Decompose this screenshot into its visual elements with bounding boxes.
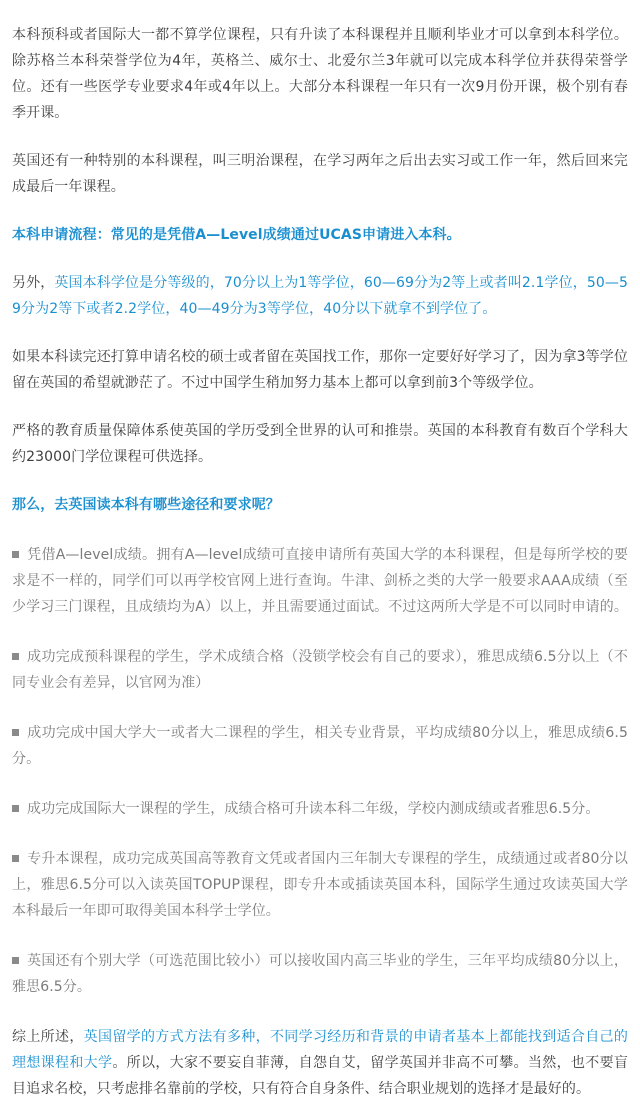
paragraph-prefix: 另外， — [12, 275, 55, 291]
heading-routes-requirements: 那么，去英国读本科有哪些途径和要求呢？ — [12, 497, 280, 513]
square-bullet-icon — [12, 855, 19, 862]
paragraph-degree-intro: 本科预科或者国际大一都不算学位课程，只有升读了本科课程并且顺利毕业才可以拿到本科学位。除苏格兰本科荣誉学位为4年，英格兰、威尔士、北爱尔兰3年就可以完成本科学位并获得荣誉学位。还有一些医学专业要求4年或4年以上。大部分本科课程一年只有一次9月份开课，极个别有春季开课。 — [12, 27, 628, 121]
degree-classes-highlight: 英国本科学位是分等级的，70分以上为1等学位，60—69分为2等上或者叫2.1学位，50—59分为2等下或者2.2学位，40—49分为3等学位，40分以下就拿不到学位了。 — [12, 275, 628, 317]
bullet-text: 专升本课程，成功完成英国高等教育文凭或者国内三年制大专课程的学生，成绩通过或者80分以上，雅思6.5分可以入读英国TOPUP课程，即专升本或插读英国本科，国际学生通过攻读英国大学本科最后一年即可取得美国本科学士学位。 — [12, 851, 628, 919]
square-bullet-icon — [12, 729, 19, 736]
paragraph-study-advice: 如果本科读完还打算申请名校的硕士或者留在英国找工作，那你一定要好好学习了，因为拿3等学位留在英国的希望就渺茫了。不过中国学生稍加努力基本上都可以拿到前3个等级学位。 — [12, 349, 628, 391]
paragraph-prefix: 综上所述， — [12, 1029, 84, 1045]
list-item — [12, 948, 628, 1000]
square-bullet-icon — [12, 805, 19, 812]
list-item — [12, 846, 628, 924]
bullet-text: 成功完成预科课程的学生，学术成绩合格（没锁学校会有自己的要求），雅思成绩6.5分以上（不同专业会有差异，以官网为准） — [12, 649, 628, 691]
paragraph-sandwich-course: 英国还有一种特别的本科课程，叫三明治课程，在学习两年之后出去实习或工作一年，然后回来完成最后一年课程。 — [12, 153, 628, 195]
list-item — [12, 720, 628, 772]
conclusion-suffix: 。所以，大家不要妄自菲薄，自怨自艾，留学英国并非高不可攀。当然，也不要盲目追求名校，只考虑排名靠前的学校，只有符合自身条件、结合职业规划的选择才是最好的。 — [12, 1055, 628, 1097]
square-bullet-icon — [12, 551, 19, 558]
square-bullet-icon — [12, 653, 19, 660]
paragraph-conclusion — [12, 1024, 628, 1102]
bullet-text: 成功完成中国大学大一或者大二课程的学生，相关专业背景，平均成绩80分以上，雅思成绩6.5分。 — [12, 725, 628, 767]
paragraph-quality-assurance: 严格的教育质量保障体系使英国的学历受到全世界的认可和推崇。英国的本科教育有数百个学科大约23000门学位课程可供选择。 — [12, 423, 628, 465]
bullet-text: 英国还有个别大学（可选范围比较小）可以接收国内高三毕业的学生，三年平均成绩80分以上，雅思6.5分。 — [12, 953, 628, 995]
list-item — [12, 644, 628, 696]
heading-application-process: 本科申请流程：常见的是凭借A—Level成绩通过UCAS申请进入本科。 — [12, 227, 461, 243]
list-item — [12, 796, 628, 822]
conclusion-highlight: 英国留学的方式方法有多种，不同学习经历和背景的申请者基本上都能找到适合自己的理想课程和大学 — [12, 1029, 628, 1071]
bullet-text: 成功完成国际大一课程的学生，成绩合格可升读本科二年级，学校内测成绩或者雅思6.5分。 — [27, 801, 600, 817]
square-bullet-icon — [12, 957, 19, 964]
bullet-text: 凭借A—level成绩。拥有A—level成绩可直接申请所有英国大学的本科课程，但是每所学校的要求是不一样的，同学们可以再学校官网上进行查询。牛津、剑桥之类的大学一般要求AAA成绩（至少学习三门课程，且成绩均为A）以上，并且需要通过面试。不过这两所大学是不可以同时申请的。 — [12, 547, 628, 615]
list-item — [12, 542, 628, 620]
paragraph-degree-classes — [12, 270, 628, 322]
